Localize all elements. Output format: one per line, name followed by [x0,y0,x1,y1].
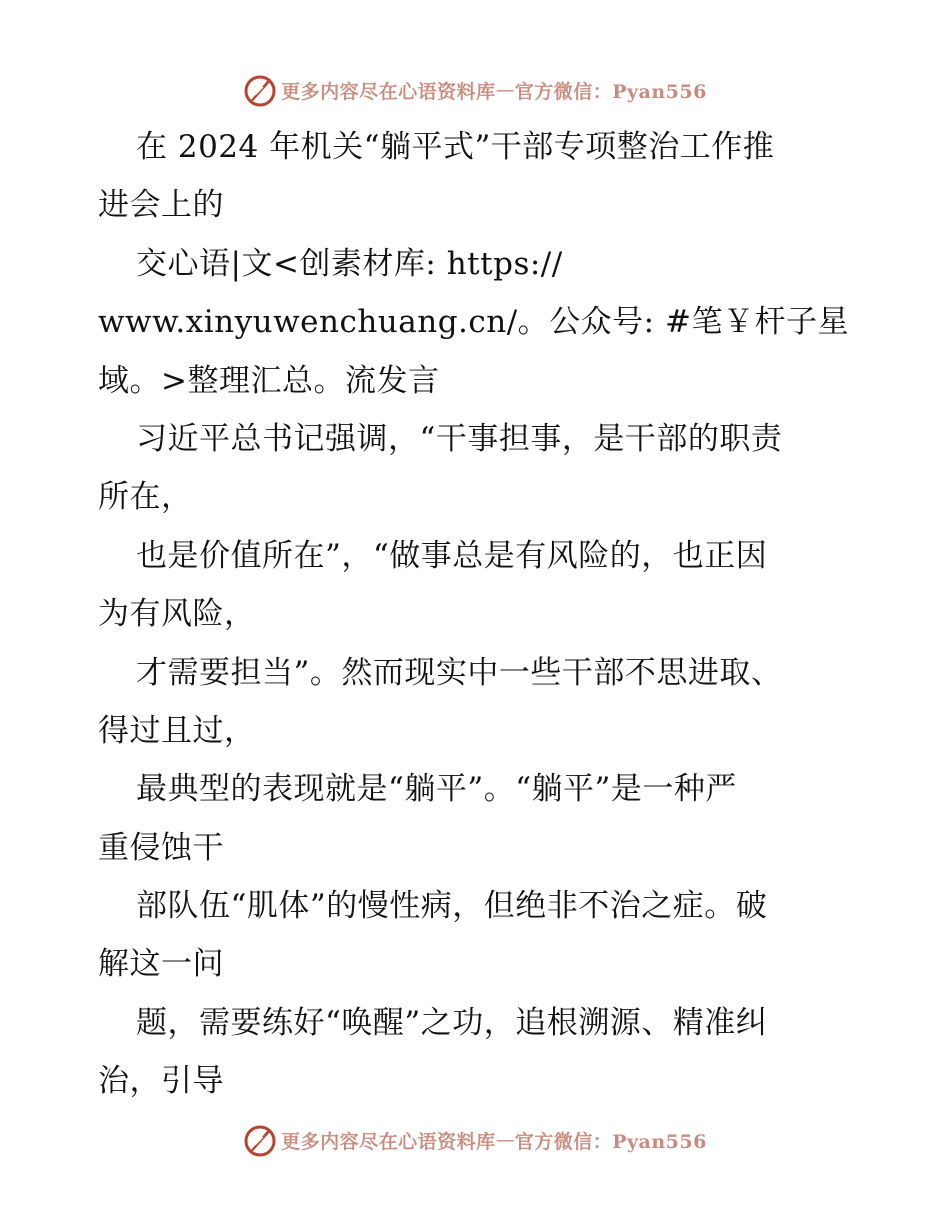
banner-wechat: 官方微信：Pyan556 [514,80,707,103]
banner-wechat: 官方微信：Pyan556 [514,1130,707,1153]
text-line: 重侵蚀干 [98,829,224,866]
text-line: 所在， [98,479,193,516]
header-banner [0,70,950,110]
text-line: 进会上的 [98,187,224,224]
quill-pen-icon [243,1123,277,1157]
text-line: 习近平总书记强调，“干事担事，是干部的职责 [136,420,783,457]
banner-title: 更多内容尽在心语资料库 [281,80,496,103]
text-line: 为有风险， [98,596,256,633]
text-line: 题，需要练好“唤醒”之功，追根溯源、精准纠 [136,1004,768,1041]
text-line: 解这一问 [98,946,224,983]
banner-title: 更多内容尽在心语资料库 [281,1130,496,1153]
text-line: 最典型的表现就是“躺平”。“躺平”是一种严 [136,771,737,808]
text-line: 治，引导 [98,1063,224,1100]
footer-banner [0,1120,950,1160]
text-line: 得过且过， [98,712,256,749]
text-line: www.xinyuwenchuang.cn/。公众号: #笔￥杆子星 [98,304,849,341]
quill-pen-icon [243,73,277,107]
banner-dash: — [495,1129,515,1151]
document-body [98,118,858,1111]
banner-dash: — [495,79,515,101]
text-line: 在 2024 年机关“躺平式”干部专项整治工作推 [136,129,775,165]
text-line: 也是价值所在”，“做事总是有风险的，也正因 [136,537,768,574]
text-line: 交心语|文<创素材库: https:// [136,245,563,282]
text-line: 部队伍“肌体”的慢性病，但绝非不治之症。破 [136,888,768,925]
text-line: 域。>整理汇总。流发言 [98,362,440,399]
text-line: 才需要担当”。然而现实中一些干部不思进取、 [136,654,783,691]
